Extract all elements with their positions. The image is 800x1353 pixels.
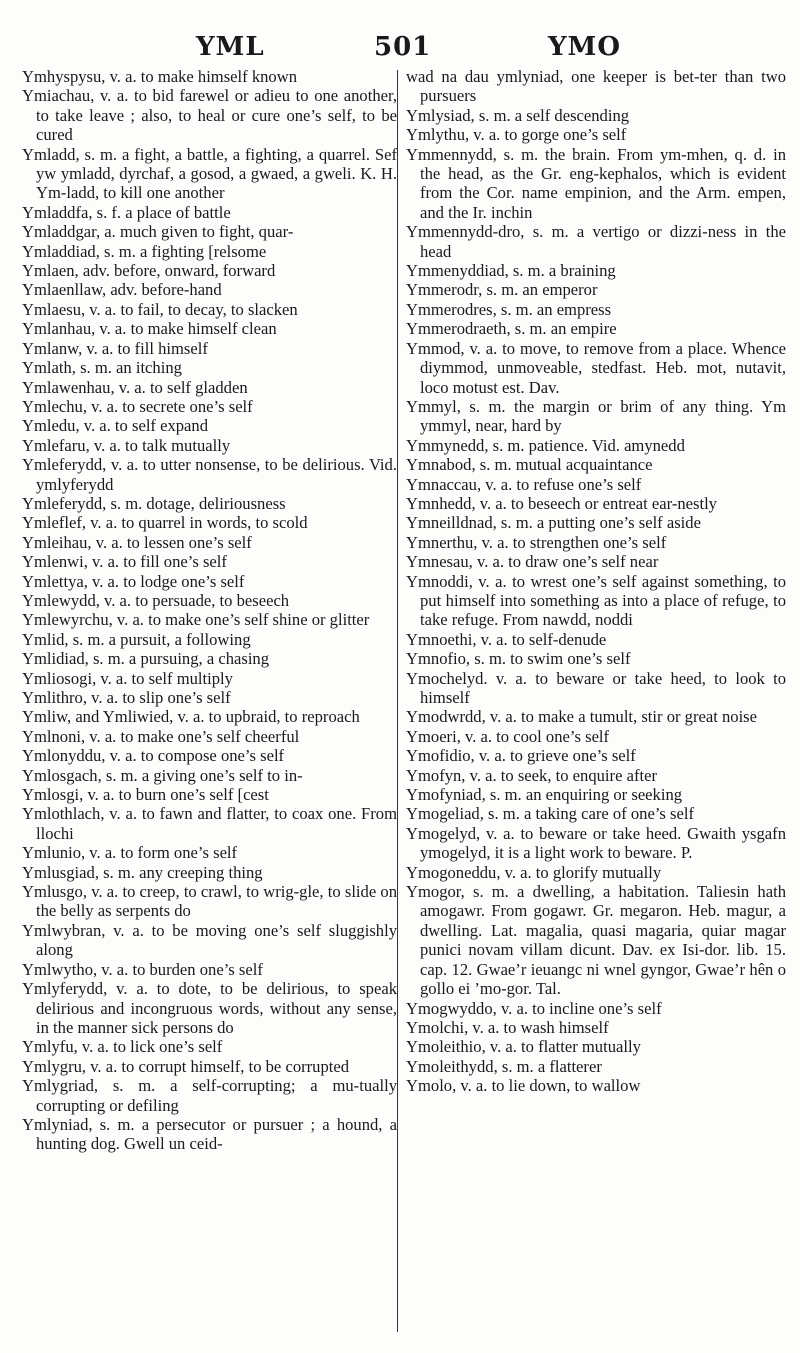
dictionary-entry: Ymlithro, v. a. to slip one’s self: [22, 688, 231, 707]
dictionary-entry: Ymlanhau, v. a. to make himself clean: [22, 319, 277, 339]
dictionary-entry: Ymleflef, v. a. to quarrel in words, to scold: [22, 513, 308, 533]
dictionary-entry: Ymiachau, v. a. to bid farewel or adieu to one another, to take leave ; also, to heal or cure one’s self, to be cured: [22, 86, 397, 145]
dictionary-entry: Ymlosgach, s. m. a giving one’s self to in-: [22, 765, 303, 785]
dictionary-entry: Ymladdfa, s. f. a place of battle: [22, 202, 231, 222]
dictionary-entry: Ymlyferydd, v. a. to dote, to be delirious, to speak delirious and incongruous words, without any sense, in the manner sick persons do: [22, 979, 397, 1037]
dictionary-entry: Ymoleithydd, s. m. a flatterer: [406, 1056, 602, 1076]
dictionary-entry: Ymnabod, s. m. mutual acquaintance: [406, 455, 653, 475]
dictionary-entry: Ymlnoni, v. a. to make one’s self cheerful: [22, 726, 300, 746]
dictionary-entry: Ymleferydd, s. m. dotage, deliriousness: [22, 493, 286, 513]
dictionary-entry: Ymledu, v. a. to self expand: [22, 416, 209, 436]
dictionary-entry: Ymlothlach, v. a. to fawn and flatter, to coax one. From llochi: [22, 804, 397, 843]
dictionary-entry: Ymlonyddu, v. a. to compose one’s self: [22, 746, 285, 766]
dictionary-entry: Ymlath, s. m. an itching: [22, 358, 182, 378]
dictionary-entry: Ymlwytho, v. a. to burden one’s self: [22, 959, 263, 979]
dictionary-entry: Ymmod, v. a. to move, to remove from a place. Whence diymmod, unmoveable, stedfast. Heb. mot, nutavit, loco motust est. Dav.: [406, 338, 786, 397]
page-number: 501: [374, 32, 432, 62]
dictionary-entry: Ymoleithio, v. a. to flatter mutually: [406, 1037, 641, 1057]
dictionary-entry: Ymlefaru, v. a. to talk mutually: [22, 435, 231, 455]
dictionary-entry: Ymochelyd. v. a. to beware or take heed, to look to himself: [406, 668, 786, 707]
dictionary-entry: Ymneilldnad, s. m. a putting one’s self aside: [406, 513, 701, 533]
dictionary-entry: Ymmerodres, s. m. an empress: [406, 299, 612, 319]
dictionary-entry: Ymlidiad, s. m. a pursuing, a chasing: [22, 649, 270, 669]
dictionary-entry: Ymlechu, v. a. to secrete one’s self: [22, 396, 253, 416]
dictionary-entry: Ymlewydd, v. a. to persuade, to beseech: [22, 590, 290, 610]
column-divider: [397, 70, 398, 1332]
dictionary-entry: Ymolo, v. a. to lie down, to wallow: [406, 1076, 641, 1096]
dictionary-entry: Ymnaccau, v. a. to refuse one’s self: [406, 474, 642, 494]
dictionary-entry: Ymlenwi, v. a. to fill one’s self: [22, 552, 227, 572]
dictionary-entry: Ymlwybran, v. a. to be moving one’s self sluggishly along: [22, 920, 397, 960]
dictionary-entry: Ymlawenhau, v. a. to self gladden: [22, 377, 248, 397]
dictionary-entry: Ymlygriad, s. m. a self-corrupting; a mu-tually corrupting or defiling: [22, 1076, 397, 1115]
running-head-right: YMO: [548, 32, 621, 62]
dictionary-entry: Ymladd, s. m. a fight, a battle, a fighting, a quarrel. Sef yw ymladd, dyrchaf, a gosod, a gwaed, a gweli. K. H. Ym-ladd, to kill one another: [22, 144, 397, 203]
dictionary-entry: Ymmerodr, s. m. an emperor: [406, 280, 598, 300]
dictionary-entry: Ymlysiad, s. m. a self descending: [406, 105, 630, 125]
dictionary-entry: Ymlanw, v. a. to fill himself: [22, 338, 208, 358]
dictionary-entry: Ymnoethi, v. a. to self-denude: [406, 629, 607, 649]
dictionary-entry: Ymmennydd-dro, s. m. a vertigo or dizzi-ness in the head: [406, 222, 786, 261]
dictionary-entry: Ymlaenllaw, adv. before-hand: [22, 280, 222, 300]
dictionary-entry: Ymofyniad, s. m. an enquiring or seeking: [406, 785, 683, 805]
dictionary-entry: Ymlusgiad, s. m. any creeping thing: [22, 862, 263, 882]
dictionary-entry: Ymliw, and Ymliwied, v. a. to upbraid, to reproach: [22, 707, 360, 727]
dictionary-entry: Ymnerthu, v. a. to strengthen one’s self: [406, 532, 667, 552]
dictionary-entry: Ymodwrdd, v. a. to make a tumult, stir or great noise: [406, 707, 758, 727]
dictionary-entry: Ymlusgo, v. a. to creep, to crawl, to wrig-gle, to slide on the belly as serpents do: [22, 882, 397, 921]
dictionary-entry: Ymlaesu, v. a. to fail, to decay, to slacken: [22, 299, 298, 319]
dictionary-entry: Ymleihau, v. a. to lessen one’s self: [22, 532, 252, 552]
page-header: [0, 0, 800, 62]
dictionary-entry: Ymogwyddo, v. a. to incline one’s self: [406, 998, 662, 1018]
dictionary-entry: Ymolchi, v. a. to wash himself: [406, 1017, 609, 1037]
dictionary-entry: Ymogeliad, s. m. a taking care of one’s self: [406, 804, 695, 824]
right-column: [406, 67, 786, 1096]
dictionary-entry: Ymmennydd, s. m. the brain. From ym-mhen, q. d. in the head, as the Gr. eng-kephalos, which is evident from the Cor. name empinion, and the Arm. empen, and the Ir. inchin: [406, 144, 786, 222]
dictionary-entry: Ymofidio, v. a. to grieve one’s self: [406, 746, 636, 766]
dictionary-entry: Ymlaen, adv. before, onward, forward: [22, 261, 276, 281]
dictionary-entry: Ymleferydd, v. a. to utter nonsense, to be delirious. Vid. ymlyferydd: [22, 455, 397, 494]
dictionary-entry: Ymliosogi, v. a. to self multiply: [22, 668, 233, 688]
dictionary-entry: Ymladdiad, s. m. a fighting [relsome: [22, 241, 267, 261]
dictionary-entry: Ymlythu, v. a. to gorge one’s self: [406, 125, 627, 145]
dictionary-entry: Ymlewyrchu, v. a. to make one’s self shine or glitter: [22, 610, 370, 630]
dictionary-entry: Ymmynedd, s. m. patience. Vid. amynedd: [406, 435, 685, 455]
dictionary-entry: Ymlunio, v. a. to form one’s self: [22, 843, 238, 863]
dictionary-entry: Ymofyn, v. a. to seek, to enquire after: [406, 765, 657, 785]
left-column: [22, 67, 397, 1154]
dictionary-entry: Ymogoneddu, v. a. to glorify mutually: [406, 862, 662, 882]
dictionary-entry: Ymnoddi, v. a. to wrest one’s self against something, to put himself into something as into a place of refuge, to take refuge. From nawdd, noddi: [406, 571, 786, 630]
dictionary-entry: Ymlid, s. m. a pursuit, a following: [22, 629, 251, 649]
dictionary-entry: Ymmerodraeth, s. m. an empire: [406, 319, 617, 339]
dictionary-entry: Ymnesau, v. a. to draw one’s self near: [406, 552, 659, 572]
dictionary-entry: Ymoeri, v. a. to cool one’s self: [406, 726, 610, 746]
dictionary-entry: Ymlyniad, s. m. a persecutor or pursuer ; a hound, a hunting dog. Gwell un ceid-: [22, 1114, 397, 1154]
dictionary-entry: wad na dau ymlyniad, one keeper is bet-ter than two pursuers: [406, 67, 786, 106]
dictionary-entry: Ymogor, s. m. a dwelling, a habitation. Taliesin hath amogawr. From gogawr. Gr. megaron. Heb. magur, a dwelling. Lat. magalia, quasi magaria, quiar magar punici novam villam dicunt. Dav. ex Isi-dor. lib. 15. cap. 12. Gwae’r ieuangc ni wnel gyngor, Gwae’r hên o gollo ei ’mo-gor. Tal.: [406, 882, 786, 999]
dictionary-entry: Ymlosgi, v. a. to burn one’s self [cest: [22, 785, 269, 805]
dictionary-entry: Ymhyspysu, v. a. to make himself known: [22, 67, 297, 86]
dictionary-entry: Ymladdgar, a. much given to fight, quar-: [22, 222, 294, 242]
dictionary-entry: Ymlyfu, v. a. to lick one’s self: [22, 1037, 223, 1057]
dictionary-entry: Ymnhedd, v. a. to beseech or entreat ear-nestly: [406, 493, 717, 513]
dictionary-entry: Ymmenyddiad, s. m. a braining: [406, 261, 616, 281]
dictionary-entry: Ymlygru, v. a. to corrupt himself, to be corrupted: [22, 1056, 350, 1076]
dictionary-entry: Ymlettya, v. a. to lodge one’s self: [22, 571, 245, 591]
dictionary-entry: Ymogelyd, v. a. to beware or take heed. Gwaith ysgafn ymogelyd, it is a light work to beware. P.: [406, 823, 786, 863]
running-head-left: YML: [196, 32, 265, 62]
dictionary-entry: Ymnofio, s. m. to swim one’s self: [406, 649, 631, 669]
dictionary-entry: Ymmyl, s. m. the margin or brim of any thing. Ym ymmyl, near, hard by: [406, 396, 786, 436]
